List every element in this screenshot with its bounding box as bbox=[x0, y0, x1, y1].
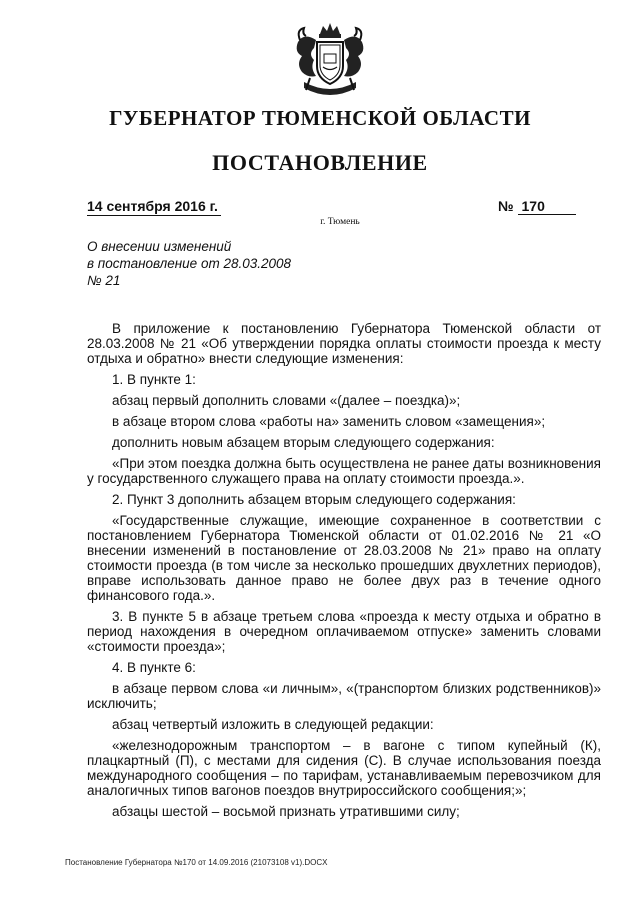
subject-line: № 21 bbox=[87, 273, 121, 288]
body-paragraph: абзац четвертый изложить в следующей редакции: bbox=[112, 717, 434, 732]
body-paragraph: «железнодорожным транспортом – в вагоне с типом купейный (К), плацкартный (П), с местами для сидения (С). В случае использования поезда международного сообщения – по тарифам, устанавливаемым перевозчиком для аналогичных типов вагонов поездов внутрироссийского сообщения;»; bbox=[87, 738, 601, 798]
footer-file-info: Постановление Губернатора №170 от 14.09.2016 (21073108 v1).DOCX bbox=[65, 858, 328, 867]
body-paragraph: абзац первый дополнить словами «(далее – поездка)»; bbox=[112, 393, 461, 408]
body-paragraph: дополнить новым абзацем вторым следующего содержания: bbox=[112, 435, 495, 450]
body-paragraph: 1. В пункте 1: bbox=[112, 372, 196, 387]
body-paragraph: В приложение к постановлению Губернатора Тюменской области от 28.03.2008 № 21 «Об утверждении порядка оплаты стоимости проезда к месту отдыха и обратно» внести следующие изменения: bbox=[87, 321, 601, 366]
number-value: 170 bbox=[518, 198, 576, 215]
subject-line: О внесении изменений bbox=[87, 239, 232, 254]
document-body bbox=[87, 321, 601, 825]
document-subject bbox=[87, 238, 347, 289]
body-paragraph: «Государственные служащие, имеющие сохраненное в соответствии с постановлением Губернатора Тюменской области от 01.02.2016 № 21 «О внесении изменений в постановление от 28.03.2008 № 21» право на оплату стоимости проезда (в том числе за несколько прошедших двухлетних периодов), вправе использовать данное право не более двух раз в течение одного финансового года.». bbox=[87, 513, 601, 603]
city-label: г. Тюмень bbox=[320, 217, 360, 227]
body-paragraph: 4. В пункте 6: bbox=[112, 660, 196, 675]
number-label: № bbox=[498, 198, 514, 214]
document-number bbox=[498, 198, 576, 215]
body-paragraph: абзацы шестой – восьмой признать утратившими силу; bbox=[112, 804, 460, 819]
body-paragraph: в абзаце втором слова «работы на» заменить словом «замещения»; bbox=[112, 414, 546, 429]
subject-line: в постановление от 28.03.2008 bbox=[87, 256, 292, 271]
body-paragraph: 3. В пункте 5 в абзаце третьем слова «проезда к месту отдыха и обратно в период нахождения в очередном оплачиваемом отпуске» заменить словами «стоимости проезда»; bbox=[87, 609, 601, 654]
authority-title: ГУБЕРНАТОР ТЮМЕНСКОЙ ОБЛАСТИ bbox=[109, 106, 531, 130]
document-type-title: ПОСТАНОВЛЕНИЕ bbox=[212, 150, 428, 175]
body-paragraph: 2. Пункт 3 дополнить абзацем вторым следующего содержания: bbox=[112, 492, 516, 507]
body-paragraph: в абзаце первом слова «и личным», «(транспортом близких родственников)» исключить; bbox=[87, 681, 601, 711]
document-date: 14 сентября 2016 г. bbox=[87, 198, 221, 216]
body-paragraph: «При этом поездка должна быть осуществлена не ранее даты возникновения у государственного служащего права на оплату стоимости проезда.». bbox=[87, 456, 601, 486]
coat-of-arms-icon bbox=[290, 20, 370, 102]
